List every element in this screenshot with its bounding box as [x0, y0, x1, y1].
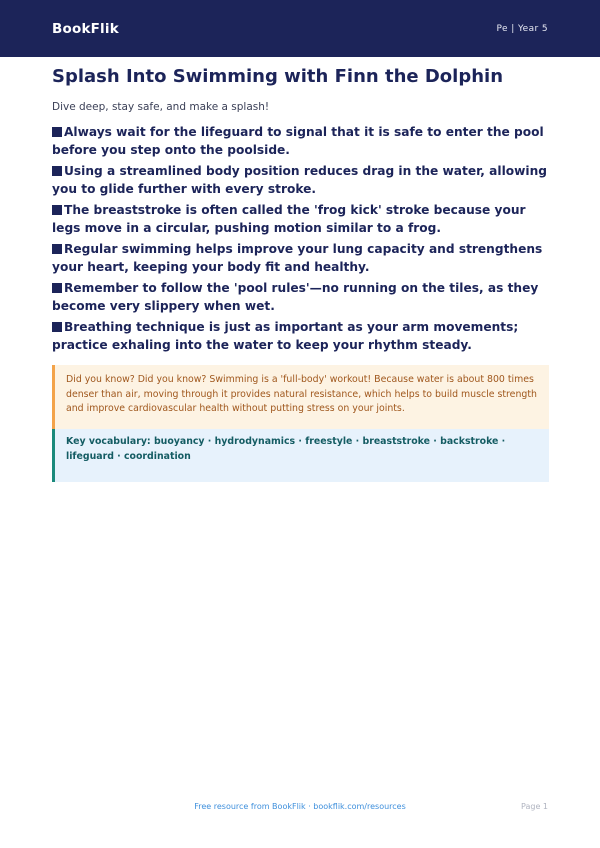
list-item: [52, 123, 550, 159]
bullet-square-icon: [52, 166, 62, 176]
subject-year-label: Pe | Year 5: [496, 23, 548, 34]
bullet-square-icon: [52, 244, 62, 254]
key-vocabulary-box: Key vocabulary: buoyancy · hydrodynamics · freestyle · breaststroke · backstroke · lifeguard · coordination: [52, 429, 549, 482]
bullet-square-icon: [52, 205, 62, 215]
list-item-text: The breaststroke is often called the 'frog kick' stroke because your legs move in a circular, pushing motion similar to a frog.: [52, 203, 526, 235]
list-item: [52, 162, 550, 198]
list-item: [52, 201, 550, 237]
list-item-text: Regular swimming helps improve your lung capacity and strengthens your heart, keeping your body fit and healthy.: [52, 242, 543, 274]
did-you-know-box: Did you know? Did you know? Swimming is a 'full-body' workout! Because water is about 800 times denser than air, moving through it provides natural resistance, which helps to build muscle strength and improve cardiovascular health without putting stress on your joints.: [52, 365, 549, 429]
list-item-text: Always wait for the lifeguard to signal that it is safe to enter the pool before you step onto the poolside.: [52, 125, 544, 157]
bullet-square-icon: [52, 322, 62, 332]
list-item: [52, 318, 550, 354]
page-number: Page 1: [521, 802, 548, 811]
brand-logo[interactable]: BookFlik: [52, 20, 119, 37]
page-header: [0, 0, 600, 57]
list-item-text: Breathing technique is just as important as your arm movements; practice exhaling into the water to keep your rhythm steady.: [52, 320, 519, 352]
footer-resource-link[interactable]: Free resource from BookFlik · bookflik.com/resources: [194, 802, 406, 811]
list-item: [52, 279, 550, 315]
list-item-text: Using a streamlined body position reduces drag in the water, allowing you to glide further with every stroke.: [52, 164, 547, 196]
page-title: Splash Into Swimming with Finn the Dolphin: [52, 66, 504, 87]
page-subtitle: Dive deep, stay safe, and make a splash!: [52, 101, 270, 113]
bullet-square-icon: [52, 283, 62, 293]
tips-list: [52, 123, 550, 354]
main-content: [52, 66, 550, 357]
list-item-text: Remember to follow the 'pool rules'—no running on the tiles, as they become very slippery when wet.: [52, 281, 539, 313]
list-item: [52, 240, 550, 276]
bullet-square-icon: [52, 127, 62, 137]
